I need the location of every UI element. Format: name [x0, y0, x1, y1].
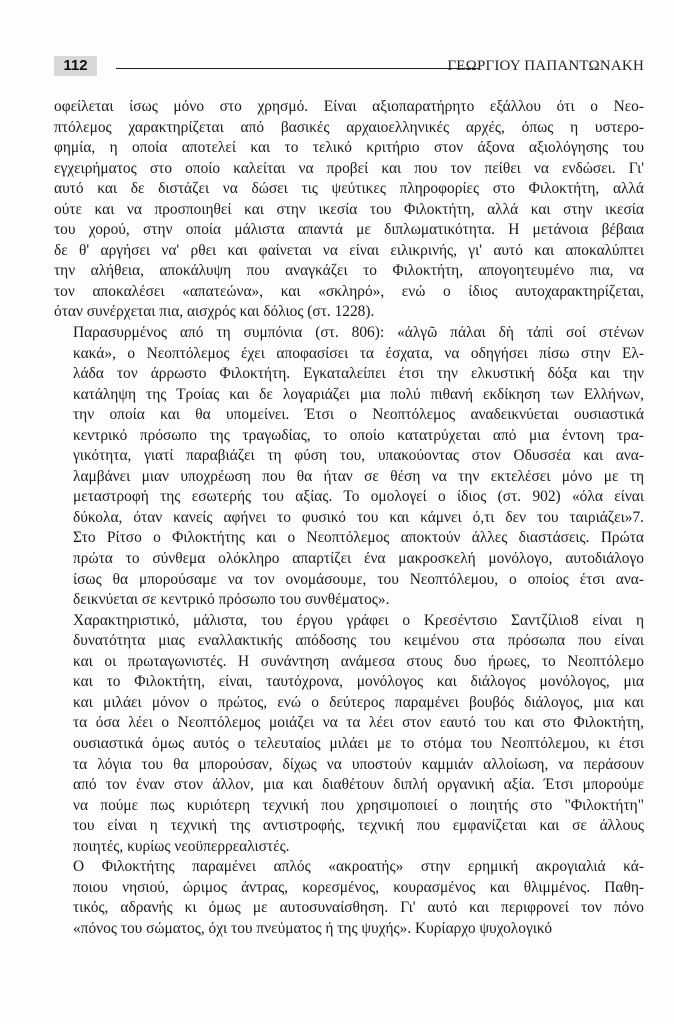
text-line: να πούμε πως κυριότερη τεχνική που χρησιμοποιεί ο ποιητής στο "Φιλοκτήτη": [73, 796, 644, 814]
text-line: την οποία και θα υπομείνει. Έτσι ο Νεοπτόλεμος αναδεικνύεται ουσιαστικά: [73, 406, 644, 424]
text-line: Χαρακτηριστικό, μάλιστα, του έργου γράφει ο Κρεσέντσιο Σαντζίλιο8 είναι η: [73, 611, 644, 629]
text-line: ποιητές, κυρίως νεοϋπερρεαλιστές.: [73, 837, 290, 855]
text-line: δύκολα, όταν κανείς αφήνει το φυσικό του και κάμνει ό,τι δεν του ταιριάζει»7.: [73, 508, 644, 526]
text-line: δεικνύεται σε κεντρικό πρόσωπο του συνθέματος».: [73, 591, 390, 609]
text-line: δυνατότητα μιας εναλλακτικής απόδοσης του κειμένου στα πρόσωπα που είναι: [73, 632, 644, 650]
text-line: Παρασυρμένος από τη συμπόνια (στ. 806): «ἀλγῶ πάλαι δὴ τἀπὶ σοί στένων: [73, 324, 644, 342]
text-line: μεταστροφή της εσωτερής του αξίας. Το ομολογεί ο ίδιος (στ. 902) «όλα είναι: [73, 488, 644, 506]
text-line: λάδα τον άρρωστο Φιλοκτήτη. Εγκαταλείπει έτσι την ελκυστική δόξα και την: [73, 365, 644, 383]
paragraph: [54, 97, 644, 323]
text-line: πτόλεμος χαρακτηρίζεται από βασικές αρχαιοελληνικές αρχές, όπως η υστερο-: [54, 118, 644, 136]
text-line: και οι πρωταγωνιστές. Η συνάντηση ανάμεσα στους δυο ήρωες, το Νεοπτόλεμο: [73, 652, 644, 670]
text-line: κατάληψη της Τροίας και δε λογαριάζει μια πολύ πιθανή εκδίκηση των Ελλήνων,: [73, 385, 644, 403]
text-line: εγχειρήματος στο οποίο καλείται να προβεί και που τον πείθει να ενδώσει. Γι': [54, 159, 644, 177]
text-line: τον αποκαλέσει «απατεώνα», και «σκληρό», ενώ ο ίδιος αυτοχαρακτηρίζεται,: [54, 282, 644, 300]
text-line: όταν συνέρχεται πια, αισχρός και δόλιος (στ. 1228).: [54, 303, 375, 321]
text-line: ποιου νησιού, ώριμος άντρας, κορεσμένος, κουρασμένος και θλιμμένος. Παθη-: [73, 878, 644, 896]
text-line: και το Φιλοκτήτη, είναι, ταυτόχρονα, μονόλογος και διάλογος μονόλογος, μια: [73, 673, 644, 691]
text-line: του είναι η τεχνική της αντιστροφής, τεχνική που εμφανίζεται και σε άλλους: [73, 817, 644, 835]
text-line: από τον έναν στον άλλον, μια και διαθέτουν διπλή οργανική αξία. Έτσι μπορούμε: [73, 776, 644, 794]
body-text: [54, 97, 644, 939]
page-number: 112: [54, 56, 97, 76]
text-line: «πόνος του σώματος, όχι του πνεύματος ή της ψυχής». Κυρίαρχο ψυχολογικό: [73, 919, 553, 937]
text-line: Στο Ρίτσο ο Φιλοκτήτης και ο Νεοπτόλεμος αποκτούν άλλες διαστάσεις. Πρώτα: [73, 529, 644, 547]
text-line: του χορού, στην οποία μάλιστα απαντά με διπλωματικότητα. Η μετάνοια βέβαια: [54, 221, 644, 239]
text-line: και μιλάει μόνον ο πρώτος, ενώ ο δεύτερος παραμένει βουβός διάλογος, μια και: [73, 693, 644, 711]
text-line: λαμβάνει μιαν υποχρέωση που θα ήταν σε θέση να την εκτελέσει μόνο με τη: [73, 467, 644, 485]
paragraph: [54, 857, 644, 939]
text-line: αυτό και δε διστάζει να δώσει τις ψεύτικες πληροφορίες στο Φιλοκτήτη, αλλά: [54, 180, 644, 198]
text-line: τικός, αδρανής κι όμως με αυτοσυναίσθηση. Γι' αυτό και περιφρονεί τον πόνο: [73, 899, 644, 917]
text-line: ίσως θα μπορούσαμε να τον ονομάσουμε, του Νεοπτόλεμου, ο οποίος έτσι ανα-: [73, 570, 644, 588]
running-head: ΓΕΩΡΓΙΟΥ ΠΑΠΑΝΤΩΝΑΚΗ: [447, 58, 644, 74]
text-line: δε θ' αργήσει να' ρθει και φαίνεται να είναι ειλικρινής, γι' αυτό και αποκαλύπτει: [54, 241, 644, 259]
header-rule: [116, 68, 479, 69]
text-line: την αλήθεια, αποκάλυψη που αναγκάζει το Φιλοκτήτη, απογοητευμένο πια, να: [54, 262, 644, 280]
paragraph: [54, 323, 644, 611]
text-line: ουσιαστικά όμως αυτός ο τελευταίος μιλάει με το στόμα του Νεοπτόλεμου, κι έτσι: [73, 734, 644, 752]
paragraph: [54, 611, 644, 858]
text-line: γικότητα, γιατί παραβιάζει τη φύση του, υπακούοντας στον Οδυσσέα και ανα-: [73, 447, 644, 465]
text-line: κακά», ο Νεοπτόλεμος έχει αποφασίσει τα έσχατα, να οδηγήσει πίσω στην Ελ-: [73, 344, 644, 362]
text-line: πρώτα το σύνθεμα ολόκληρο απαρτίζει ένα μακροσκελή μονόλογο, αυτοδιάλογο: [73, 550, 644, 568]
text-line: Ο Φιλοκτήτης παραμένει απλός «ακροατής» στην ερημική ακρογιαλιά κά-: [73, 858, 644, 876]
text-line: ούτε και να προσποιηθεί και στην ικεσία του Φιλοκτήτη, αλλά και στην ικεσία: [54, 200, 644, 218]
text-line: οφείλεται ίσως μόνο στο χρησμό. Είναι αξιοπαρατήρητο εξάλλου ότι ο Νεο-: [54, 98, 644, 115]
text-line: τα όσα λέει ο Νεοπτόλεμος μοιάζει να τα λέει στον εαυτό του και στο Φιλοκτήτη,: [73, 714, 644, 732]
text-line: κεντρικό πρόσωπο της τραγωδίας, το οποίο κατατρύχεται από μια έντονη τρα-: [73, 426, 644, 444]
text-line: φημία, η οποία αποτελεί και το τελικό κριτήριο στον άξονα αξιολόγησης του: [54, 139, 644, 157]
page-header: [54, 56, 644, 78]
text-line: τα λόγια του θα μπορούσαν, δίχως να υποστούν καμμιάν αλλοίωση, να περάσουν: [73, 755, 644, 773]
